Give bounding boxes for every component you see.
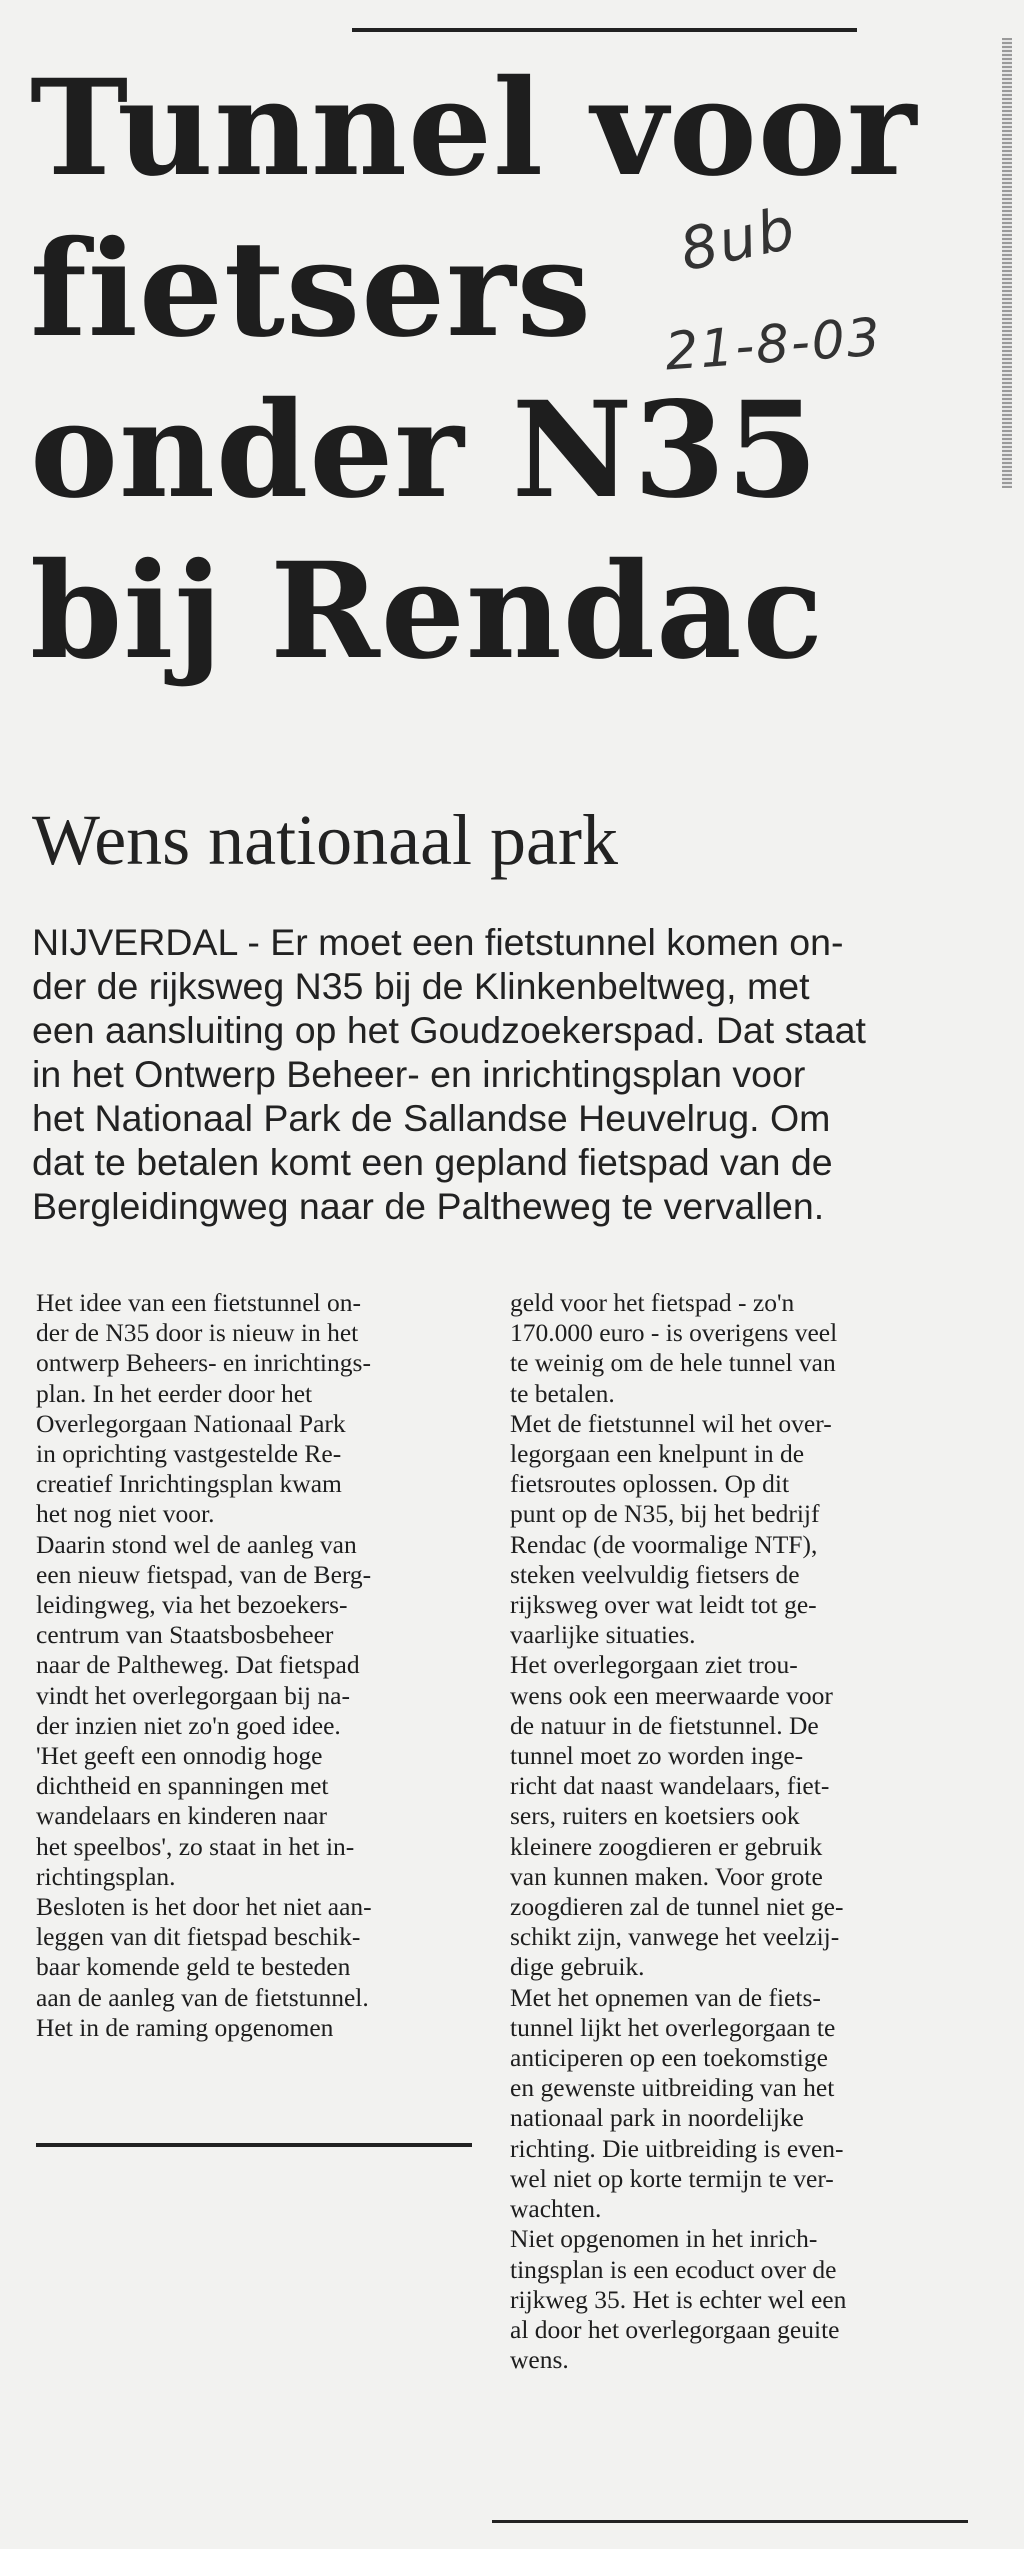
body-line: 170.000 euro - is overigens veel <box>510 1318 838 1348</box>
body-line: geld voor het fietspad - zo'n <box>510 1288 795 1317</box>
body-line: naar de Paltheweg. Dat fietspad <box>36 1650 360 1680</box>
body-line: Besloten is het door het niet aan- <box>36 1892 372 1922</box>
body-line: Daarin stond wel de aanleg van <box>36 1529 357 1559</box>
body-line: centrum van Staatsbosbeheer <box>36 1620 334 1650</box>
body-line: wel niet op korte termijn te ver- <box>510 2163 834 2193</box>
body-line: de natuur in de fietstunnel. De <box>510 1710 819 1740</box>
body-line: al door het overlegorgaan geuite <box>510 2314 840 2344</box>
body-line: nationaal park in noordelijke <box>510 2103 804 2133</box>
top-rule <box>352 28 857 32</box>
body-line: fietsroutes oplossen. Op dit <box>510 1469 790 1499</box>
body-line: der inzien niet zo'n goed idee. <box>36 1710 341 1740</box>
body-line: zoogdieren zal de tunnel niet ge- <box>510 1892 844 1922</box>
body-line: rijkweg 35. Het is echter wel een <box>510 2284 847 2314</box>
column-1-end-rule <box>36 2143 472 2147</box>
body-line: Niet opgenomen in het inrich- <box>510 2224 818 2254</box>
body-line: Het overlegorgaan ziet trou- <box>510 1650 798 1680</box>
body-column-2 <box>510 1288 846 2375</box>
intro-line: Bergleidingweg naar de Paltheweg te vervallen. <box>32 1185 825 1227</box>
body-line: creatief Inrichtingsplan kwam <box>36 1469 342 1499</box>
body-column-1 <box>36 1288 372 2043</box>
body-line: leggen van dit fietspad beschik- <box>36 1922 361 1952</box>
body-line: Het idee van een fietstunnel on- <box>36 1288 362 1317</box>
subtitle: Wens nationaal park <box>32 800 618 880</box>
headline-line-1: Tunnel voor <box>30 51 918 206</box>
body-line: anticiperen op een toekomstige <box>510 2043 828 2073</box>
body-line: rijksweg over wat leidt tot ge- <box>510 1590 817 1620</box>
body-line: richting. Die uitbreiding is even- <box>510 2133 844 2163</box>
intro-line: der de rijksweg N35 bij de Klinkenbeltweg, met <box>32 965 810 1007</box>
body-line: ontwerp Beheers- en inrichtings- <box>36 1348 371 1378</box>
body-line: Met de fietstunnel wil het over- <box>510 1408 832 1438</box>
column-2-end-rule <box>492 2520 968 2523</box>
body-line: Met het opnemen van de fiets- <box>510 1982 821 2012</box>
body-line: plan. In het eerder door het <box>36 1378 313 1408</box>
handwritten-note-line-2: 21-8-03 <box>663 307 884 383</box>
body-line: vaarlijke situaties. <box>510 1620 696 1650</box>
intro-line: dat te betalen komt een gepland fietspad van de <box>32 1141 833 1183</box>
body-line: en gewenste uitbreiding van het <box>510 2073 835 2103</box>
body-line: vindt het overlegorgaan bij na- <box>36 1680 350 1710</box>
body-line: Rendac (de voormalige NTF), <box>510 1529 818 1559</box>
body-line: Het in de raming opgenomen <box>36 2012 334 2042</box>
body-line: tingsplan is een ecoduct over de <box>510 2254 837 2284</box>
body-line: kleinere zoogdieren er gebruik <box>510 1831 823 1861</box>
headline-line-3: onder N35 <box>30 373 820 528</box>
body-line: richt dat naast wandelaars, fiet- <box>510 1771 830 1801</box>
body-line: richtingsplan. <box>36 1861 176 1891</box>
body-line: een nieuw fietspad, van de Berg- <box>36 1559 372 1589</box>
body-line: der de N35 door is nieuw in het <box>36 1318 359 1348</box>
body-line: Overlegorgaan Nationaal Park <box>36 1408 346 1438</box>
body-line: baar komende geld te besteden <box>36 1952 351 1982</box>
body-line: leidingweg, via het bezoekers- <box>36 1590 348 1620</box>
body-line: schikt zijn, vanwege het veelzij- <box>510 1922 840 1952</box>
body-line: dichtheid en spanningen met <box>36 1771 329 1801</box>
body-line: het speelbos', zo staat in het in- <box>36 1831 355 1861</box>
handwritten-note-line-1: 8ub <box>674 193 803 285</box>
body-line: het nog niet voor. <box>36 1499 215 1529</box>
intro-line: NIJVERDAL - Er moet een fietstunnel komen on- <box>32 921 844 963</box>
body-line: 'Het geeft een onnodig hoge <box>36 1741 323 1771</box>
intro-line: een aansluiting op het Goudzoekerspad. Dat staat <box>32 1009 866 1051</box>
body-line: van kunnen maken. Voor grote <box>510 1861 823 1891</box>
body-line: steken veelvuldig fietsers de <box>510 1559 800 1589</box>
body-line: te weinig om de hele tunnel van <box>510 1348 836 1378</box>
body-line: legorgaan een knelpunt in de <box>510 1439 805 1469</box>
body-line: te betalen. <box>510 1378 615 1408</box>
headline-line-4: bij Rendac <box>30 534 825 689</box>
intro-line: het Nationaal Park de Sallandse Heuvelrug. Om <box>32 1097 831 1139</box>
body-line: in oprichting vastgestelde Re- <box>36 1439 342 1469</box>
headline-line-2: fietsers <box>30 212 593 367</box>
body-line: dige gebruik. <box>510 1952 645 1982</box>
body-line: tunnel moet zo worden inge- <box>510 1741 804 1771</box>
intro-paragraph <box>32 920 972 1228</box>
body-line: sers, ruiters en koetsiers ook <box>510 1801 800 1831</box>
scan-edge <box>1002 38 1012 488</box>
body-line: wens ook een meerwaarde voor <box>510 1680 833 1710</box>
body-line: wachten. <box>510 2194 602 2224</box>
intro-line: in het Ontwerp Beheer- en inrichtingsplan voor <box>32 1053 806 1095</box>
body-line: wandelaars en kinderen naar <box>36 1801 327 1831</box>
body-line: tunnel lijkt het overlegorgaan te <box>510 2012 836 2042</box>
body-line: aan de aanleg van de fietstunnel. <box>36 1982 369 2012</box>
body-line: wens. <box>510 2345 569 2375</box>
body-line: punt op de N35, bij het bedrijf <box>510 1499 820 1529</box>
